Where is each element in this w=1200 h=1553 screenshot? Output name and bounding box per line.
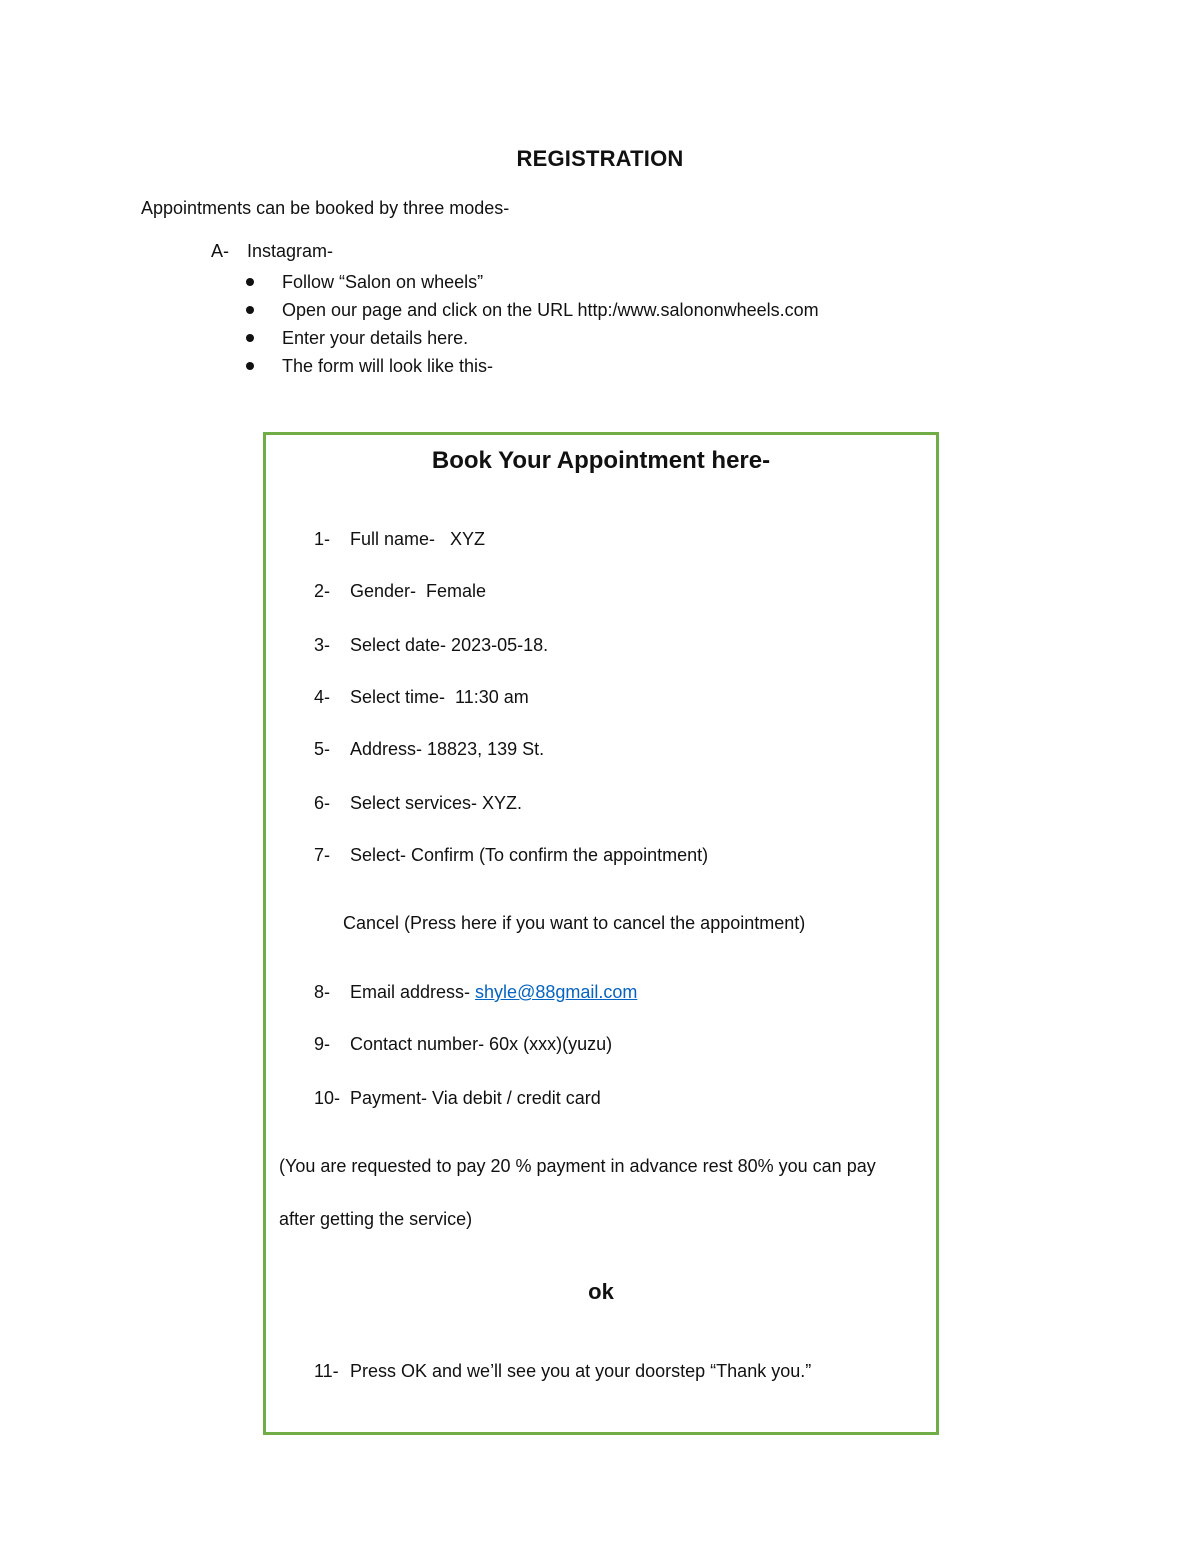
instagram-steps-list xyxy=(243,268,819,380)
field-number: 11- xyxy=(314,1361,339,1381)
section-instagram-heading xyxy=(211,241,333,262)
form-title: Book Your Appointment here- xyxy=(431,447,771,474)
section-marker: A- xyxy=(211,241,229,261)
field-number: 7- xyxy=(314,845,331,865)
field-text: Press OK and we’ll see you at your doorstep “Thank you.” xyxy=(350,1361,812,1381)
list-item-text: Open our page and click on the URL http:/www.salononwheels.com xyxy=(282,300,819,320)
final-instruction xyxy=(314,1361,811,1382)
form-field-email[interactable] xyxy=(314,982,637,1003)
cancel-option[interactable]: Cancel (Press here if you want to cancel the appointment) xyxy=(343,913,806,933)
form-field-address[interactable] xyxy=(314,739,544,760)
form-field-full-name[interactable] xyxy=(314,529,485,550)
field-text: Select date- 2023-05-18. xyxy=(350,635,549,655)
email-link[interactable]: shyle@88gmail.com xyxy=(475,982,638,1002)
field-number: 4- xyxy=(314,687,331,707)
list-item-text: Follow “Salon on wheels” xyxy=(282,272,484,292)
field-number: 6- xyxy=(314,793,331,813)
list-item-text: Enter your details here. xyxy=(282,328,469,348)
field-text: Gender- Female xyxy=(350,581,487,601)
form-field-payment[interactable] xyxy=(314,1088,601,1109)
payment-note-line-2: after getting the service) xyxy=(279,1209,473,1229)
section-label: Instagram- xyxy=(247,241,334,261)
field-number: 10- xyxy=(314,1088,341,1108)
field-number: 3- xyxy=(314,635,331,655)
form-field-date[interactable] xyxy=(314,635,548,656)
form-field-services[interactable] xyxy=(314,793,522,814)
form-field-time[interactable] xyxy=(314,687,529,708)
field-text: Select- Confirm (To confirm the appointment) xyxy=(350,845,709,865)
field-text: Address- 18823, 139 St. xyxy=(350,739,545,759)
list-item xyxy=(243,296,819,324)
bullet-icon xyxy=(246,306,254,314)
field-number: 5- xyxy=(314,739,331,759)
list-item xyxy=(243,324,819,352)
field-text: Select services- XYZ. xyxy=(350,793,523,813)
field-label: Email address- xyxy=(350,982,476,1002)
page-title: REGISTRATION xyxy=(516,146,684,171)
payment-note-line-1: (You are requested to pay 20 % payment in advance rest 80% you can pay xyxy=(279,1156,876,1176)
field-number: 1- xyxy=(314,529,331,549)
field-text: Payment- Via debit / credit card xyxy=(350,1088,601,1108)
intro-text: Appointments can be booked by three modes- xyxy=(141,198,510,218)
bullet-icon xyxy=(246,334,254,342)
field-text: Full name- XYZ xyxy=(350,529,486,549)
confirm-option[interactable] xyxy=(314,845,708,866)
bullet-icon xyxy=(246,362,254,370)
field-number: 9- xyxy=(314,1034,331,1054)
appointment-form xyxy=(263,432,939,1435)
ok-button[interactable]: ok xyxy=(588,1279,614,1304)
bullet-icon xyxy=(246,278,254,286)
field-number: 2- xyxy=(314,581,331,601)
list-item xyxy=(243,268,819,296)
field-text: Select time- 11:30 am xyxy=(350,687,529,707)
list-item xyxy=(243,352,819,380)
field-number: 8- xyxy=(314,982,331,1002)
list-item-text: The form will look like this- xyxy=(282,356,494,376)
field-text: Contact number- 60x (xxx)(yuzu) xyxy=(350,1034,613,1054)
form-field-gender[interactable] xyxy=(314,581,486,602)
form-field-contact[interactable] xyxy=(314,1034,612,1055)
